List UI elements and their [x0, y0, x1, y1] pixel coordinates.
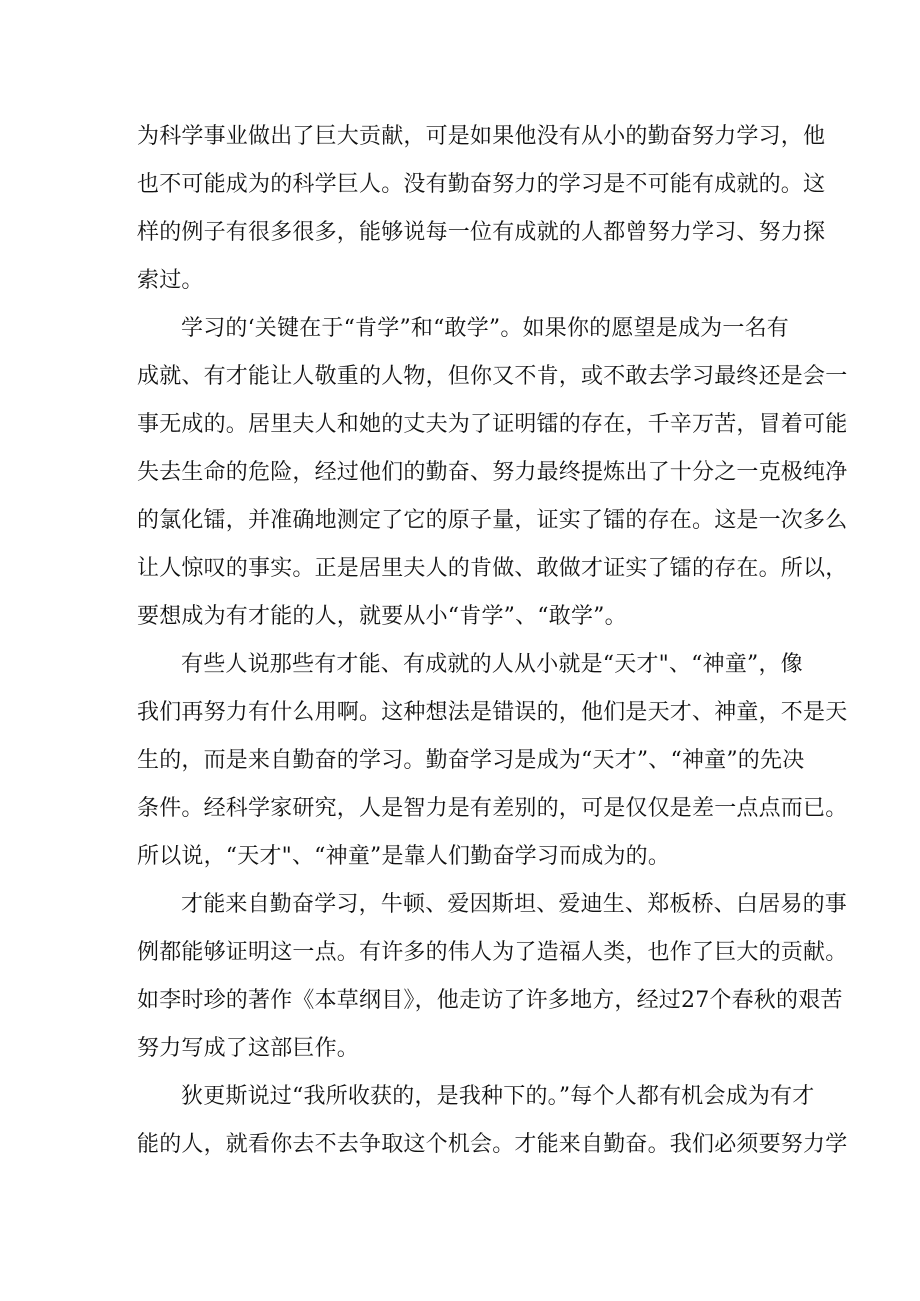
text-line: 也不可能成为的科学巨人。没有勤奋努力的学习是不可能有成就的。这	[137, 172, 826, 197]
paragraph-start-line: 有些人说那些有才能、有成就的人从小就是“天才"、“神童”，像	[181, 652, 803, 677]
text-line: 失去生命的危险，经过他们的勤奋、努力最终提炼出了十分之一克极纯净	[137, 460, 848, 485]
paragraph-start-line: 才能来自勤奋学习，牛顿、爱因斯坦、爱迪生、郑板桥、白居易的事	[181, 892, 848, 917]
text-line: 例都能够证明这一点。有许多的伟人为了造福人类，也作了巨大的贡献。	[137, 940, 848, 965]
text-line: 生的，而是来自勤奋的学习。勤奋学习是成为“天才”、“神童”的先决	[137, 748, 805, 773]
text-line: 为科学事业做出了巨大贡献，可是如果他没有从小的勤奋努力学习，他	[137, 124, 826, 149]
text-line: 让人惊叹的事实。正是居里夫人的肯做、敢做才证实了镭的存在。所以，	[137, 556, 848, 581]
paragraph-start-line: 学习的‘关键在于“肯学”和“敢学”。如果你的愿望是成为一名有	[181, 316, 789, 341]
text-line: 索过。	[137, 268, 204, 293]
text-line: 事无成的。居里夫人和她的丈夫为了证明镭的存在，千辛万苦，冒着可能	[137, 412, 848, 437]
text-line: 样的例子有很多很多，能够说每一位有成就的人都曾努力学习、努力探	[137, 220, 826, 245]
text-line: 条件。经科学家研究，人是智力是有差别的，可是仅仅是差一点点而已。	[137, 796, 848, 821]
text-line: 我们再努力有什么用啊。这种想法是错误的，他们是天才、神童，不是天	[137, 700, 848, 725]
body-text	[137, 113, 848, 1169]
text-line: 能的人，就看你去不去争取这个机会。才能来自勤奋。我们必须要努力学	[137, 1132, 848, 1157]
text-line: 努力写成了这部巨作。	[137, 1036, 360, 1061]
paragraph-start-line: 狄更斯说过“我所收获的，是我种下的。”每个人都有机会成为有才	[181, 1084, 815, 1109]
text-line: 的氯化镭，并准确地测定了它的原子量，证实了镭的存在。这是一次多么	[137, 508, 848, 533]
text-line: 如李时珍的著作《本草纲目》，他走访了许多地方，经过27个春秋的艰苦	[137, 988, 843, 1013]
text-line: 成就、有才能让人敬重的人物，但你又不肯，或不敢去学习最终还是会一	[137, 364, 848, 389]
text-line: 要想成为有才能的人，就要从小“肯学”、“敢学”。	[137, 604, 627, 629]
text-line: 所以说，“天才"、“神童”是靠人们勤奋学习而成为的。	[137, 844, 671, 869]
